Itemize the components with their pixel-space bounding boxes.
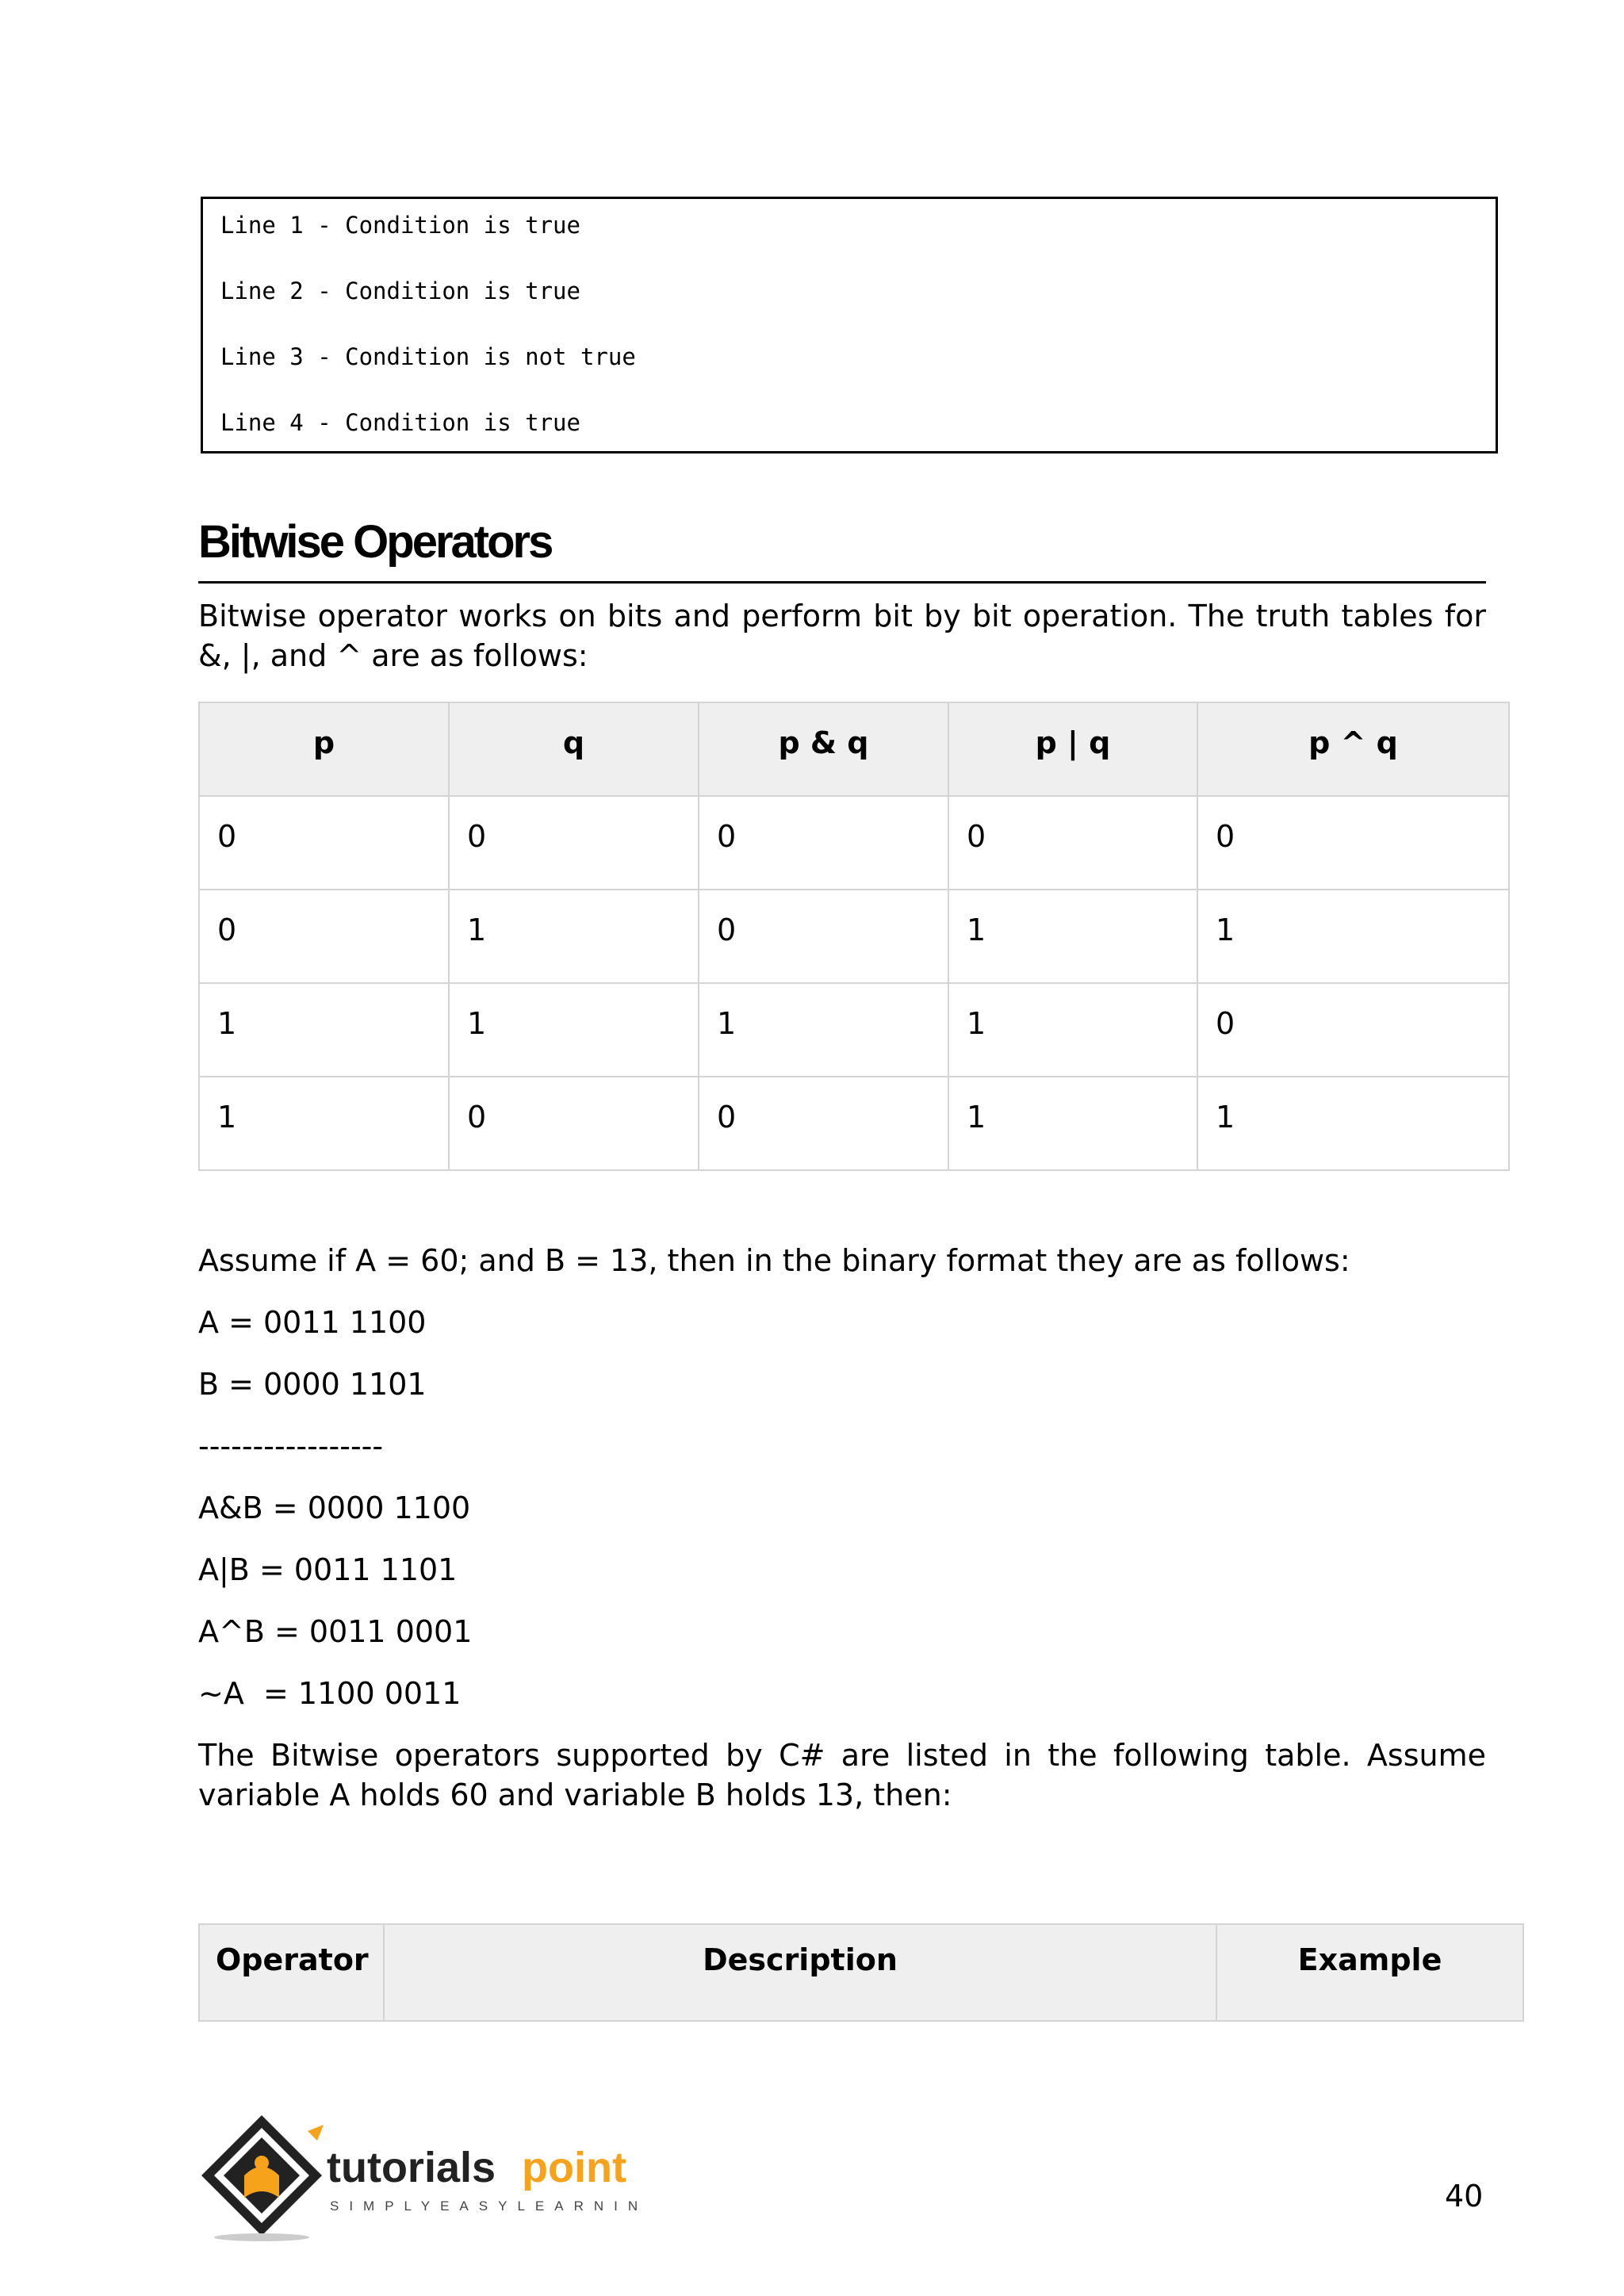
binary-line: ~A = 1100 0011 (198, 1676, 462, 1711)
table-cell: 0 (449, 1077, 699, 1170)
table-row (199, 890, 1509, 983)
table-cell: 1 (948, 983, 1197, 1077)
header-cell: p & q (699, 702, 948, 796)
svg-text:SIMPLYEASYLEARNING: SIMPLYEASYLEARNING (330, 2198, 649, 2214)
binary-line: A&B = 0000 1100 (198, 1490, 471, 1525)
table-cell: 0 (699, 796, 948, 890)
header-cell: Description (384, 1924, 1216, 2021)
header-cell: Operator (199, 1924, 384, 2021)
header-cell: p | q (948, 702, 1197, 796)
binary-line: B = 0000 1101 (198, 1367, 427, 1402)
table-header-row (199, 1924, 1523, 2021)
assume-paragraph: Assume if A = 60; and B = 13, then in the binary format they are as follows: (198, 1243, 1350, 1278)
header-cell: p (199, 702, 449, 796)
output-line: Line 4 - Condition is true (220, 409, 580, 436)
table-cell: 1 (948, 1077, 1197, 1170)
output-line: Line 2 - Condition is true (220, 277, 580, 304)
logo-emblem-icon (197, 2109, 649, 2244)
table-row (199, 983, 1509, 1077)
section-title: Bitwise Operators (198, 516, 552, 568)
table-cell: 1 (1197, 1077, 1509, 1170)
binary-line: A = 0011 1100 (198, 1305, 427, 1340)
table-cell: 0 (1197, 796, 1509, 890)
supported-paragraph: The Bitwise operators supported by C# are listed in the following table. Assume variable A holds 60 and variable B holds 13, then: (198, 1738, 1486, 1812)
table-cell: 1 (1197, 890, 1509, 983)
table-cell: 1 (199, 1077, 449, 1170)
table-cell: 0 (699, 890, 948, 983)
header-cell: q (449, 702, 699, 796)
truth-table (198, 702, 1510, 1171)
table-cell: 1 (948, 890, 1197, 983)
binary-line: A|B = 0011 1101 (198, 1552, 458, 1587)
table-cell: 0 (948, 796, 1197, 890)
binary-separator: ----------------- (198, 1429, 384, 1464)
output-line: Line 1 - Condition is true (220, 212, 580, 239)
title-underline (198, 581, 1486, 584)
operators-table (198, 1923, 1524, 2022)
intro-paragraph: Bitwise operator works on bits and perform bit by bit operation. The truth tables for &, |, and ^ are as follows: (198, 599, 1486, 673)
table-cell: 1 (699, 983, 948, 1077)
table-cell: 1 (199, 983, 449, 1077)
table-cell: 0 (199, 796, 449, 890)
table-cell: 0 (199, 890, 449, 983)
table-cell: 0 (449, 796, 699, 890)
table-cell: 0 (1197, 983, 1509, 1077)
page-number: 40 (1445, 2179, 1484, 2214)
table-header-row (199, 702, 1509, 796)
output-line: Line 3 - Condition is not true (220, 343, 636, 370)
table-row (199, 1077, 1509, 1170)
tutorialspoint-logo (197, 2109, 649, 2244)
table-cell: 1 (449, 890, 699, 983)
header-cell: p ^ q (1197, 702, 1509, 796)
diamond-emblem (201, 2115, 324, 2236)
table-row (199, 796, 1509, 890)
svg-text:point: point (522, 2144, 626, 2191)
header-cell: Example (1216, 1924, 1523, 2021)
output-code-box (201, 197, 1498, 453)
table-cell: 1 (449, 983, 699, 1077)
svg-text:tutorials: tutorials (327, 2144, 496, 2191)
binary-line: A^B = 0011 0001 (198, 1614, 473, 1649)
table-cell: 0 (699, 1077, 948, 1170)
